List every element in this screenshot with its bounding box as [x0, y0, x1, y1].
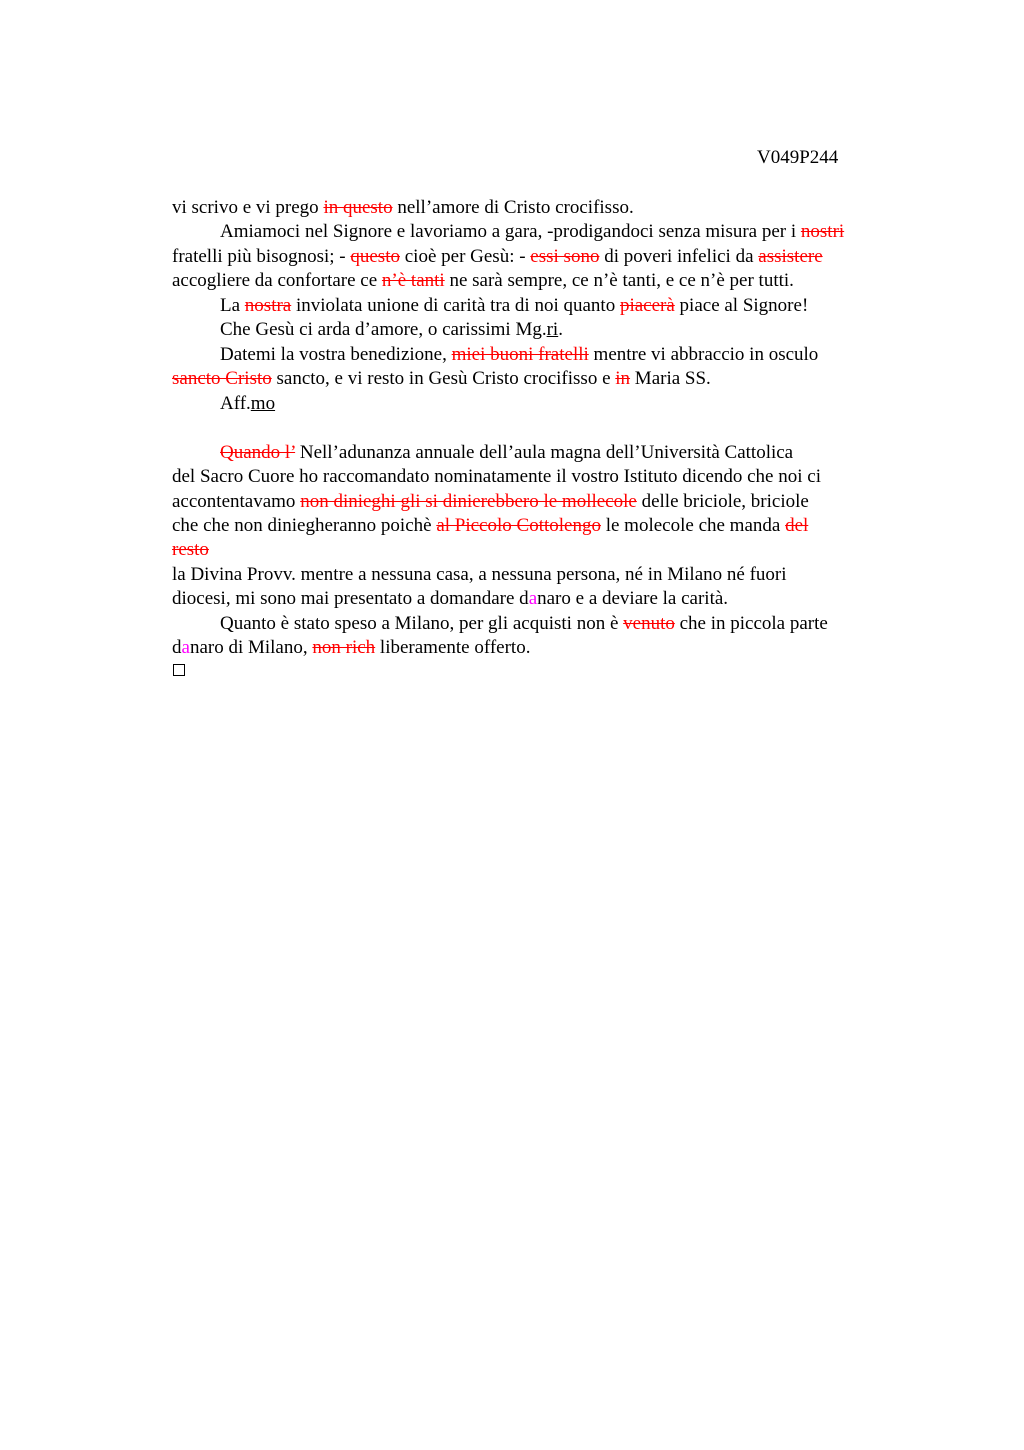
deleted-text: miei buoni fratelli: [451, 344, 589, 365]
text-segment: Aff.: [220, 393, 251, 414]
text-segment: che in piccola parte: [674, 613, 828, 634]
text-segment: Datemi la vostra benedizione,: [220, 344, 452, 365]
text-segment: di poveri infelici da: [599, 246, 759, 267]
text-line: [220, 442, 793, 464]
text-segment: vi scrivo e vi prego: [172, 197, 324, 218]
deleted-text: del: [785, 515, 809, 536]
deleted-text: Quando l’: [220, 442, 296, 463]
deleted-text: nostra: [244, 295, 292, 316]
deleted-text: resto: [172, 539, 209, 560]
deleted-text: assistere: [758, 246, 823, 267]
text-segment: .: [558, 319, 563, 340]
text-line: [172, 466, 821, 488]
text-line: [220, 393, 275, 415]
text-segment: La: [220, 295, 245, 316]
checkbox-icon: [173, 664, 185, 676]
text-line: [220, 221, 844, 243]
text-line: [220, 319, 563, 341]
text-segment: mentre vi abbraccio in osculo: [588, 344, 819, 365]
text-segment: d: [172, 637, 182, 658]
text-segment: del Sacro Cuore ho raccomandato nominatamente il vostro Istituto dicendo che noi ci: [172, 466, 821, 487]
text-line: [172, 539, 209, 561]
text-segment: naro di Milano,: [189, 637, 313, 658]
text-line: [172, 515, 808, 537]
page-identifier: V049P244: [757, 147, 839, 168]
deleted-text: sancto Cristo: [172, 368, 272, 389]
text-segment: naro e a deviare la carità.: [537, 588, 729, 609]
text-line: [172, 270, 794, 292]
text-line: [172, 637, 530, 659]
text-line: [172, 588, 728, 610]
text-line: [220, 344, 818, 366]
text-segment: Amiamoci nel Signore e lavoriamo a gara, -prodigandoci senza misura per i: [220, 221, 801, 242]
text-line: [220, 613, 828, 635]
text-segment: Quanto è stato speso a Milano, per gli acquisti non è: [220, 613, 624, 634]
text-segment: le molecole che manda: [600, 515, 786, 536]
text-line: [172, 246, 823, 268]
deleted-text: essi sono: [530, 246, 600, 267]
deleted-text: n’è tanti: [381, 270, 445, 291]
text-segment: accogliere da confortare ce: [172, 270, 382, 291]
deleted-text: non dinieghi gli si dinierebbero le mollecole: [300, 491, 637, 512]
text-segment: sancto, e vi resto in Gesù Cristo crocifisso e: [271, 368, 616, 389]
text-segment: la Divina Provv. mentre a nessuna casa, a nessuna persona, né in Milano né fuori: [172, 564, 787, 585]
deleted-text: nostri: [800, 221, 845, 242]
inserted-text: a: [528, 588, 538, 609]
text-segment: cioè per Gesù: -: [399, 246, 531, 267]
text-segment: delle briciole, briciole: [636, 491, 809, 512]
underlined-text: ri: [546, 319, 559, 340]
deleted-text: piacerà: [619, 295, 675, 316]
text-segment: liberamente offerto.: [375, 637, 531, 658]
deleted-text: al Piccolo Cottolengo: [436, 515, 601, 536]
deleted-text: venuto: [623, 613, 675, 634]
deleted-text: in questo: [323, 197, 393, 218]
text-segment: Nell’adunanza annuale dell’aula magna dell’Università Cattolica: [295, 442, 794, 463]
deleted-text: questo: [350, 246, 400, 267]
text-line: [172, 564, 787, 586]
text-line: [172, 491, 809, 513]
text-segment: piace al Signore!: [674, 295, 809, 316]
text-segment: fratelli più bisognosi; -: [172, 246, 351, 267]
text-segment: nell’amore di Cristo crocifisso.: [392, 197, 634, 218]
text-segment: inviolata unione di carità tra di noi quanto: [291, 295, 620, 316]
text-line: [172, 197, 634, 219]
text-line: [220, 295, 808, 317]
underlined-text: mo: [250, 393, 276, 414]
text-segment: Maria SS.: [630, 368, 711, 389]
text-line: [172, 368, 711, 390]
text-segment: Che Gesù ci arda d’amore, o carissimi Mg.: [220, 319, 547, 340]
text-segment: diocesi, mi sono mai presentato a domandare d: [172, 588, 529, 609]
text-segment: accontentavamo: [172, 491, 301, 512]
text-segment: che che non diniegheranno poichè: [172, 515, 437, 536]
deleted-text: non rich: [312, 637, 376, 658]
text-segment: ne sarà sempre, ce n’è tanti, e ce n’è per tutti.: [444, 270, 794, 291]
inserted-text: a: [181, 637, 190, 658]
deleted-text: in: [615, 368, 631, 389]
